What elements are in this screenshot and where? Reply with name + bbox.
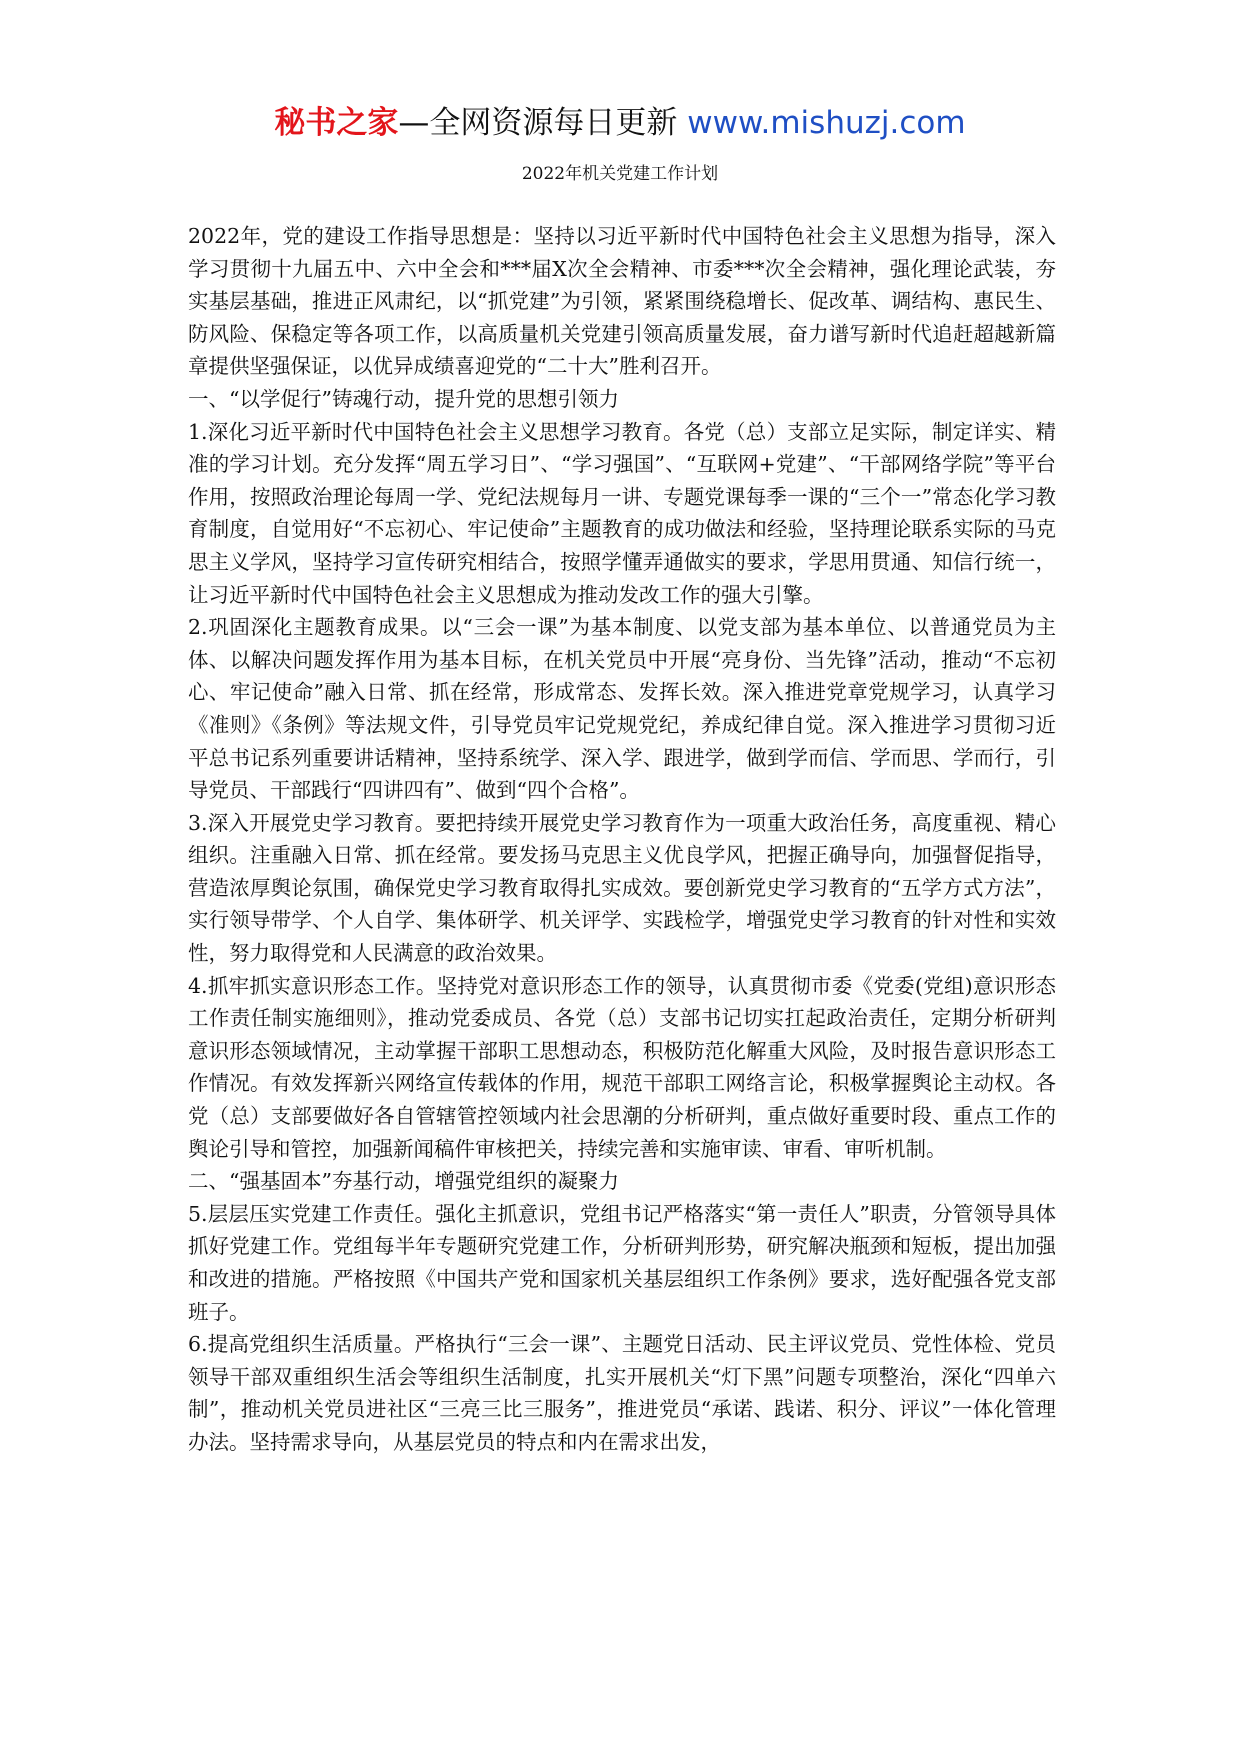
item-paragraph-4: 4.抓牢抓实意识形态工作。坚持党对意识形态工作的领导，认真贯彻市委《党委(党组)意识形态工作责任制实施细则》，推动党委成员、各党（总）支部书记切实扛起政治责任，定期分析研判意识形态领域情况，主动掌握干部职工思想动态，积极防范化解重大风险，及时报告意识形态工作情况。有效发挥新兴网络宣传载体的作用，规范干部职工网络言论，积极掌握舆论主动权。各党（总）支部要做好各自管辖管控领域内社会思潮的分析研判，重点做好重要时段、重点工作的舆论引导和管控，加强新闻稿件审核把关，持续完善和实施审读、审看、审听机制。 bbox=[188, 973, 1056, 1161]
item-paragraph-6: 6.提高党组织生活质量。严格执行“三会一课”、主题党日活动、民主评议党员、党性体检、党员领导干部双重组织生活会等组织生活制度，扎实开展机关“灯下黑”问题专项整治，深化“四单六制”，推动机关党员进社区“三亮三比三服务”，推进党员“承诺、践诺、积分、评议”一体化管理办法。坚持需求导向，从基层党员的特点和内在需求出发， bbox=[188, 1332, 1056, 1454]
item-paragraph-2: 2.巩固深化主题教育成果。以“三会一课”为基本制度、以党支部为基本单位、以普通党员为主体、以解决问题发挥作用为基本目标，在机关党员中开展“亮身份、当先锋”活动，推动“不忘初心、牢记使命”融入日常、抓在经常，形成常态、发挥长效。深入推进党章党规学习，认真学习《准则》《条例》等法规文件，引导党员牢记党规党纪，养成纪律自觉。深入推进学习贯彻习近平总书记系列重要讲话精神，坚持系统学、深入学、跟进学，做到学而信、学而思、学而行，引导党员、干部践行“四讲四有”、做到“四个合格”。 bbox=[188, 615, 1056, 803]
section-heading-1: 一、“以学促行”铸魂行动，提升党的思想引领力 bbox=[188, 386, 619, 411]
section-heading-2: 二、“强基固本”夯基行动，增强党组织的凝聚力 bbox=[188, 1169, 619, 1194]
banner-tagline: —全网资源每日更新 bbox=[398, 105, 688, 141]
document-body bbox=[188, 220, 1056, 1459]
site-banner bbox=[0, 103, 1240, 143]
document-title: 2022年机关党建工作计划 bbox=[521, 164, 719, 184]
intro-paragraph: 2022年，党的建设工作指导思想是：坚持以习近平新时代中国特色社会主义思想为指导，深入学习贯彻十九届五中、六中全会和***届X次全会精神、市委***次全会精神，强化理论武装，夯实基层基础，推进正风肃纪，以“抓党建”为引领，紧紧围绕稳增长、促改革、调结构、惠民生、防风险、保稳定等各项工作，以高质量机关党建引领高质量发展，奋力谱写新时代追赶超越新篇章提供坚强保证，以优异成绩喜迎党的“二十大”胜利召开。 bbox=[188, 224, 1056, 379]
item-paragraph-5: 5.层层压实党建工作责任。强化主抓意识，党组书记严格落实“第一责任人”职责，分管领导具体抓好党建工作。党组每半年专题研究党建工作，分析研判形势，研究解决瓶颈和短板，提出加强和改进的措施。严格按照《中国共产党和国家机关基层组织工作条例》要求，选好配强各党支部班子。 bbox=[188, 1201, 1056, 1324]
banner-brand: 秘书之家 bbox=[274, 105, 399, 141]
banner-url-link[interactable]: www.mishuzj.com bbox=[687, 105, 966, 141]
item-paragraph-1: 1.深化习近平新时代中国特色社会主义思想学习教育。各党（总）支部立足实际，制定详实、精准的学习计划。充分发挥“周五学习日”、“学习强国”、“互联网+党建”、“干部网络学院”等平台作用，按照政治理论每周一学、党纪法规每月一讲、专题党课每季一课的“三个一”常态化学习教育制度，自觉用好“不忘初心、牢记使命”主题教育的成功做法和经验，坚持理论联系实际的马克思主义学风，坚持学习宣传研究相结合，按照学懂弄通做实的要求，学思用贯通、知信行统一，让习近平新时代中国特色社会主义思想成为推动发改工作的强大引擎。 bbox=[188, 419, 1056, 607]
item-paragraph-3: 3.深入开展党史学习教育。要把持续开展党史学习教育作为一项重大政治任务，高度重视、精心组织。注重融入日常、抓在经常。要发扬马克思主义优良学风，把握正确导向，加强督促指导，营造浓厚舆论氛围，确保党史学习教育取得扎实成效。要创新党史学习教育的“五学方式方法”，实行领导带学、个人自学、集体研学、机关评学、实践检学，增强党史学习教育的针对性和实效性，努力取得党和人民满意的政治效果。 bbox=[188, 810, 1056, 966]
